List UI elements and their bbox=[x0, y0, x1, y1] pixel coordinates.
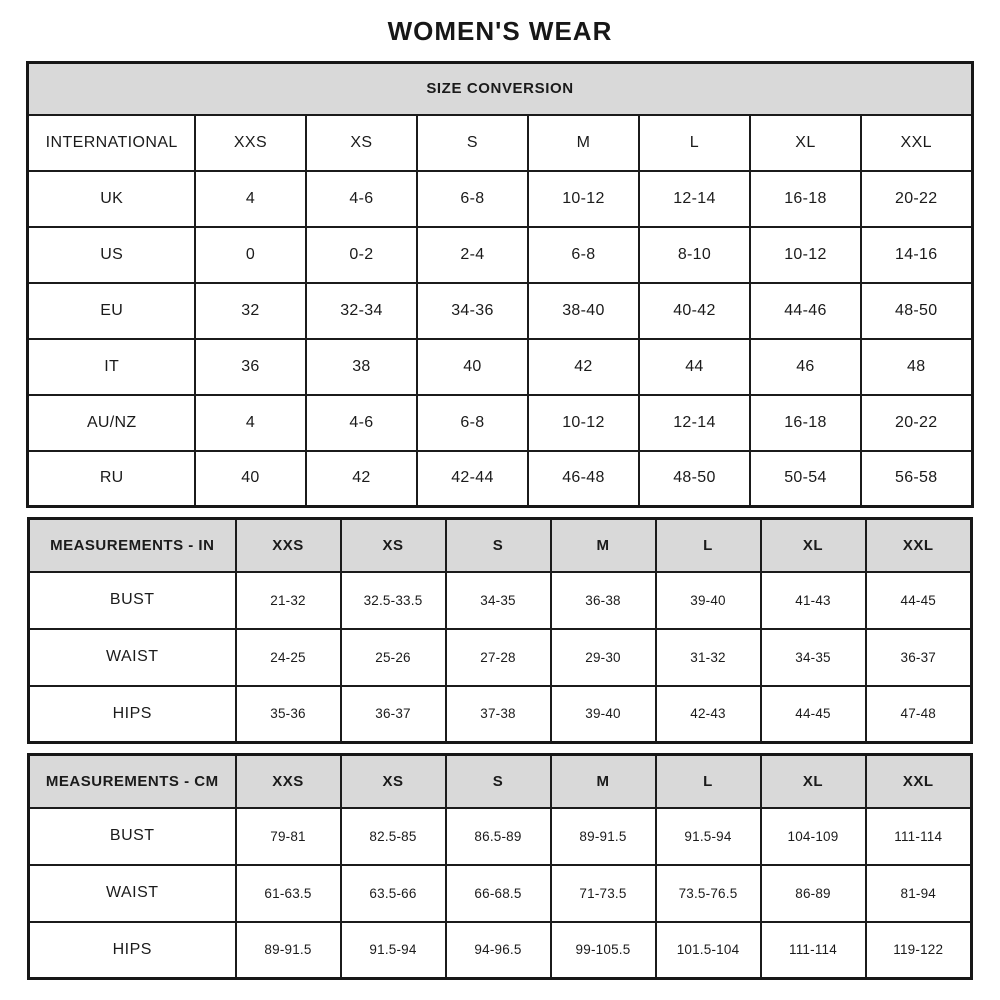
table-cell: 48 bbox=[861, 339, 972, 395]
table-title: MEASUREMENTS - CM bbox=[29, 755, 236, 808]
table-row bbox=[29, 686, 972, 743]
table-cell: 44-45 bbox=[866, 572, 972, 629]
column-header: XXS bbox=[195, 115, 306, 171]
table-cell: 44-45 bbox=[761, 686, 866, 743]
table-header-row bbox=[29, 755, 972, 808]
column-header: XXL bbox=[861, 115, 972, 171]
table-cell: 4-6 bbox=[306, 171, 417, 227]
column-header: XS bbox=[341, 755, 446, 808]
table-cell: 46 bbox=[750, 339, 861, 395]
table-cell: 34-35 bbox=[761, 629, 866, 686]
column-header: S bbox=[446, 519, 551, 572]
table-cell: 32 bbox=[195, 283, 306, 339]
table-cell: 10-12 bbox=[750, 227, 861, 283]
column-header: XL bbox=[761, 755, 866, 808]
table-row bbox=[28, 227, 972, 283]
measurements-in-table bbox=[27, 517, 973, 744]
column-header: M bbox=[551, 755, 656, 808]
table-cell: 35-36 bbox=[236, 686, 341, 743]
column-header-row bbox=[28, 115, 972, 171]
table-cell: 42-44 bbox=[417, 451, 528, 507]
table-cell: 27-28 bbox=[446, 629, 551, 686]
column-header: S bbox=[417, 115, 528, 171]
table-cell: 99-105.5 bbox=[551, 922, 656, 979]
row-label: US bbox=[28, 227, 195, 283]
column-header: XL bbox=[750, 115, 861, 171]
table-row bbox=[28, 283, 972, 339]
row-label: RU bbox=[28, 451, 195, 507]
table-cell: 21-32 bbox=[236, 572, 341, 629]
table-cell: 14-16 bbox=[861, 227, 972, 283]
table-cell: 40-42 bbox=[639, 283, 750, 339]
column-header: XXS bbox=[236, 519, 341, 572]
table-cell: 101.5-104 bbox=[656, 922, 761, 979]
column-header: L bbox=[656, 755, 761, 808]
row-label: IT bbox=[28, 339, 195, 395]
table-cell: 86-89 bbox=[761, 865, 866, 922]
table-cell: 4 bbox=[195, 171, 306, 227]
table-row bbox=[28, 451, 972, 507]
row-label: EU bbox=[28, 283, 195, 339]
row-label: UK bbox=[28, 171, 195, 227]
table-cell: 40 bbox=[417, 339, 528, 395]
column-header: S bbox=[446, 755, 551, 808]
table-cell: 73.5-76.5 bbox=[656, 865, 761, 922]
table-row bbox=[28, 339, 972, 395]
table-cell: 16-18 bbox=[750, 395, 861, 451]
table-cell: 0-2 bbox=[306, 227, 417, 283]
table-cell: 4 bbox=[195, 395, 306, 451]
table-row bbox=[28, 171, 972, 227]
table-cell: 25-26 bbox=[341, 629, 446, 686]
column-header: XXL bbox=[866, 755, 972, 808]
row-label: WAIST bbox=[29, 629, 236, 686]
table-cell: 48-50 bbox=[639, 451, 750, 507]
table-cell: 47-48 bbox=[866, 686, 972, 743]
table-cell: 38-40 bbox=[528, 283, 639, 339]
column-header: L bbox=[656, 519, 761, 572]
table-row bbox=[28, 395, 972, 451]
column-header: XL bbox=[761, 519, 866, 572]
table-cell: 12-14 bbox=[639, 395, 750, 451]
row-label: BUST bbox=[29, 572, 236, 629]
table-cell: 91.5-94 bbox=[341, 922, 446, 979]
table-cell: 38 bbox=[306, 339, 417, 395]
column-header: M bbox=[528, 115, 639, 171]
table-cell: 44-46 bbox=[750, 283, 861, 339]
table-cell: 41-43 bbox=[761, 572, 866, 629]
table-cell: 104-109 bbox=[761, 808, 866, 865]
table-title: SIZE CONVERSION bbox=[28, 63, 972, 115]
table-cell: 48-50 bbox=[861, 283, 972, 339]
row-label: AU/NZ bbox=[28, 395, 195, 451]
table-cell: 6-8 bbox=[417, 395, 528, 451]
table-row bbox=[29, 572, 972, 629]
column-header: XS bbox=[341, 519, 446, 572]
table-cell: 36-38 bbox=[551, 572, 656, 629]
table-row bbox=[29, 922, 972, 979]
table-cell: 119-122 bbox=[866, 922, 972, 979]
column-header: M bbox=[551, 519, 656, 572]
table-cell: 36-37 bbox=[866, 629, 972, 686]
table-cell: 6-8 bbox=[528, 227, 639, 283]
table-header-row bbox=[28, 63, 972, 115]
table-cell: 40 bbox=[195, 451, 306, 507]
table-cell: 29-30 bbox=[551, 629, 656, 686]
table-cell: 0 bbox=[195, 227, 306, 283]
table-cell: 50-54 bbox=[750, 451, 861, 507]
table-cell: 42 bbox=[528, 339, 639, 395]
table-cell: 32-34 bbox=[306, 283, 417, 339]
column-header: L bbox=[639, 115, 750, 171]
table-cell: 91.5-94 bbox=[656, 808, 761, 865]
table-row bbox=[29, 865, 972, 922]
column-header: XXS bbox=[236, 755, 341, 808]
table-cell: 4-6 bbox=[306, 395, 417, 451]
table-cell: 42 bbox=[306, 451, 417, 507]
table-cell: 10-12 bbox=[528, 395, 639, 451]
row-label: HIPS bbox=[29, 922, 236, 979]
table-cell: 89-91.5 bbox=[236, 922, 341, 979]
column-header: XS bbox=[306, 115, 417, 171]
table-cell: 34-35 bbox=[446, 572, 551, 629]
table-cell: 34-36 bbox=[417, 283, 528, 339]
table-cell: 86.5-89 bbox=[446, 808, 551, 865]
column-header: INTERNATIONAL bbox=[28, 115, 195, 171]
table-cell: 10-12 bbox=[528, 171, 639, 227]
table-cell: 31-32 bbox=[656, 629, 761, 686]
table-cell: 111-114 bbox=[761, 922, 866, 979]
table-cell: 39-40 bbox=[656, 572, 761, 629]
table-cell: 6-8 bbox=[417, 171, 528, 227]
table-cell: 20-22 bbox=[861, 395, 972, 451]
row-label: WAIST bbox=[29, 865, 236, 922]
table-cell: 79-81 bbox=[236, 808, 341, 865]
table-cell: 2-4 bbox=[417, 227, 528, 283]
table-cell: 8-10 bbox=[639, 227, 750, 283]
table-cell: 32.5-33.5 bbox=[341, 572, 446, 629]
table-cell: 46-48 bbox=[528, 451, 639, 507]
table-cell: 61-63.5 bbox=[236, 865, 341, 922]
table-header-row bbox=[29, 519, 972, 572]
table-cell: 24-25 bbox=[236, 629, 341, 686]
table-cell: 39-40 bbox=[551, 686, 656, 743]
table-cell: 66-68.5 bbox=[446, 865, 551, 922]
table-row bbox=[29, 629, 972, 686]
table-row bbox=[29, 808, 972, 865]
table-cell: 12-14 bbox=[639, 171, 750, 227]
table-cell: 36-37 bbox=[341, 686, 446, 743]
table-cell: 89-91.5 bbox=[551, 808, 656, 865]
table-cell: 37-38 bbox=[446, 686, 551, 743]
table-title: MEASUREMENTS - IN bbox=[29, 519, 236, 572]
table-cell: 16-18 bbox=[750, 171, 861, 227]
table-cell: 56-58 bbox=[861, 451, 972, 507]
table-cell: 111-114 bbox=[866, 808, 972, 865]
row-label: HIPS bbox=[29, 686, 236, 743]
table-cell: 81-94 bbox=[866, 865, 972, 922]
table-cell: 36 bbox=[195, 339, 306, 395]
table-cell: 82.5-85 bbox=[341, 808, 446, 865]
table-cell: 71-73.5 bbox=[551, 865, 656, 922]
table-cell: 20-22 bbox=[861, 171, 972, 227]
row-label: BUST bbox=[29, 808, 236, 865]
page-title: WOMEN'S WEAR bbox=[387, 16, 613, 46]
table-cell: 94-96.5 bbox=[446, 922, 551, 979]
measurements-cm-table bbox=[27, 753, 973, 980]
size-conversion-table bbox=[26, 61, 973, 508]
table-cell: 42-43 bbox=[656, 686, 761, 743]
table-cell: 63.5-66 bbox=[341, 865, 446, 922]
table-cell: 44 bbox=[639, 339, 750, 395]
column-header: XXL bbox=[866, 519, 972, 572]
